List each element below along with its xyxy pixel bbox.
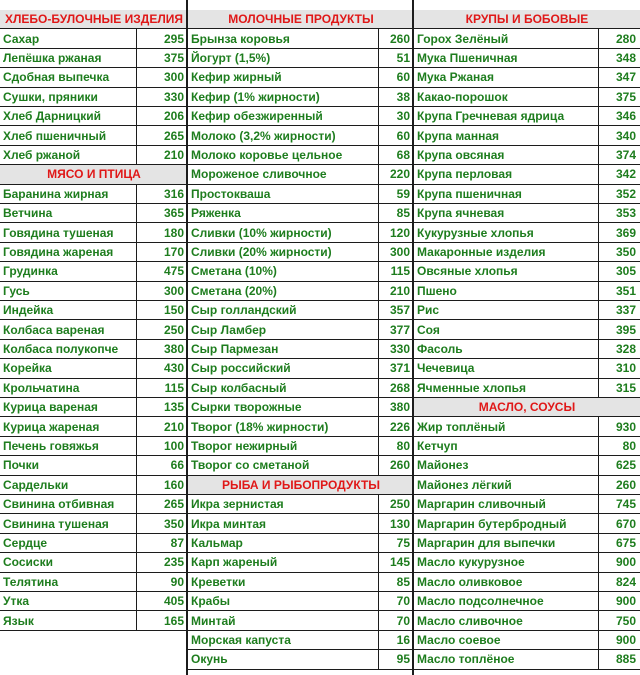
table-row <box>414 417 640 436</box>
food-name: Брынза коровья <box>191 31 290 46</box>
food-name: Масло кукурузное <box>417 555 525 570</box>
food-name: Икра минтая <box>191 516 267 531</box>
table-row <box>414 185 640 204</box>
calorie-value: 670 <box>598 514 640 532</box>
food-name: Сыр Пармезан <box>191 341 279 356</box>
table-row <box>188 398 414 417</box>
table-row <box>0 107 188 126</box>
food-name: Горох Зелёный <box>417 31 509 46</box>
calorie-value: 16 <box>378 631 414 649</box>
calorie-value: 430 <box>136 359 188 377</box>
calorie-value: 265 <box>136 126 188 144</box>
table-row <box>0 29 188 48</box>
food-name: Масло топлёное <box>417 652 515 667</box>
table-row <box>414 107 640 126</box>
table-row <box>0 243 188 262</box>
table-row <box>414 49 640 68</box>
table-row <box>414 88 640 107</box>
food-name: Икра зернистая <box>191 497 284 512</box>
table-row <box>188 146 414 165</box>
food-name: Говядина тушеная <box>3 225 114 240</box>
calorie-value: 380 <box>378 398 414 416</box>
section-title: МЯСО И ПТИЦА <box>47 167 141 182</box>
table-row <box>0 282 188 301</box>
section-header <box>414 10 640 29</box>
food-name: Майонез <box>417 458 469 473</box>
food-name: Маргарин для выпечки <box>417 535 556 550</box>
food-name: Творог нежирный <box>191 438 298 453</box>
calorie-value: 250 <box>378 495 414 513</box>
calorie-value: 346 <box>598 107 640 125</box>
calorie-value: 750 <box>598 611 640 629</box>
food-name: Грудинка <box>3 264 58 279</box>
calorie-value: 348 <box>598 49 640 67</box>
food-name: Йогурт (1,5%) <box>191 50 271 65</box>
calorie-value: 68 <box>378 146 414 164</box>
table-row <box>0 204 188 223</box>
section-header <box>414 398 640 417</box>
calorie-value: 300 <box>136 68 188 86</box>
calorie-value: 85 <box>378 573 414 591</box>
calorie-value: 75 <box>378 534 414 552</box>
calorie-value: 66 <box>136 456 188 474</box>
table-row <box>188 126 414 145</box>
food-name: Майонез лёгкий <box>417 477 512 492</box>
table-row <box>414 320 640 339</box>
table-row <box>188 88 414 107</box>
calorie-value: 70 <box>378 611 414 629</box>
food-name: Молоко (3,2% жирности) <box>191 128 336 143</box>
calorie-value: 675 <box>598 534 640 552</box>
calorie-value: 357 <box>378 301 414 319</box>
calorie-value: 90 <box>136 573 188 591</box>
calorie-value: 280 <box>598 29 640 47</box>
food-name: Крольчатина <box>3 380 80 395</box>
food-name: Минтай <box>191 613 236 628</box>
food-name: Индейка <box>3 303 54 318</box>
table-row <box>0 398 188 417</box>
food-name: Сырки творожные <box>191 400 302 415</box>
food-name: Мука Ржаная <box>417 70 494 85</box>
table-row <box>0 611 188 630</box>
calorie-value: 130 <box>378 514 414 532</box>
food-name: Творог со сметаной <box>191 458 310 473</box>
table-row <box>414 476 640 495</box>
table-row <box>188 611 414 630</box>
table-row <box>188 417 414 436</box>
food-name: Сдобная выпечка <box>3 70 110 85</box>
calorie-value: 353 <box>598 204 640 222</box>
calorie-value: 371 <box>378 359 414 377</box>
food-name: Овсяные хлопья <box>417 264 518 279</box>
calorie-value: 374 <box>598 146 640 164</box>
table-row <box>0 340 188 359</box>
column-divider <box>186 0 188 675</box>
food-name: Почки <box>3 458 40 473</box>
table-row <box>188 282 414 301</box>
food-name: Курица вареная <box>3 400 98 415</box>
food-name: Крабы <box>191 594 230 609</box>
calorie-value: 30 <box>378 107 414 125</box>
calorie-value: 305 <box>598 262 640 280</box>
calorie-value: 260 <box>378 29 414 47</box>
section-header <box>0 165 188 184</box>
food-name: Курица жареная <box>3 419 100 434</box>
section-title: РЫБА И РЫБОПРОДУКТЫ <box>221 477 381 492</box>
calorie-value: 328 <box>598 340 640 358</box>
calorie-value: 365 <box>136 204 188 222</box>
food-name: Кефир (1% жирности) <box>191 89 320 104</box>
food-name: Крупа манная <box>417 128 499 143</box>
calorie-value: 210 <box>378 282 414 300</box>
food-name: Масло соевое <box>417 632 501 647</box>
food-name: Чечевица <box>417 361 475 376</box>
column-2 <box>188 0 414 675</box>
calorie-value: 824 <box>598 573 640 591</box>
table-row <box>0 437 188 456</box>
table-row <box>414 340 640 359</box>
table-row <box>188 301 414 320</box>
calorie-value: 80 <box>378 437 414 455</box>
calorie-value: 70 <box>378 592 414 610</box>
section-header <box>0 10 188 29</box>
table-row <box>0 456 188 475</box>
calorie-value: 300 <box>378 243 414 261</box>
table-row <box>0 476 188 495</box>
calorie-value: 295 <box>136 29 188 47</box>
table-row <box>414 573 640 592</box>
food-name: Масло подсолнечное <box>417 594 544 609</box>
table-row <box>414 437 640 456</box>
calorie-value: 375 <box>136 49 188 67</box>
calorie-value: 120 <box>378 223 414 241</box>
food-name: Творог (18% жирности) <box>191 419 329 434</box>
calorie-value: 377 <box>378 320 414 338</box>
calorie-value: 95 <box>378 650 414 668</box>
calorie-value: 380 <box>136 340 188 358</box>
food-name: Простокваша <box>191 186 271 201</box>
food-name: Масло оливковое <box>417 574 523 589</box>
food-name: Кальмар <box>191 535 243 550</box>
food-name: Ряженка <box>191 206 241 221</box>
calorie-value: 145 <box>378 553 414 571</box>
food-name: Крупа ячневая <box>417 206 505 221</box>
calorie-value: 100 <box>136 437 188 455</box>
table-row <box>0 592 188 611</box>
table-row <box>188 359 414 378</box>
calorie-value: 170 <box>136 243 188 261</box>
food-name: Сыр голландский <box>191 303 297 318</box>
table-row <box>414 534 640 553</box>
table-row <box>0 185 188 204</box>
table-row <box>414 29 640 48</box>
food-name: Сметана (20%) <box>191 283 277 298</box>
table-row <box>188 29 414 48</box>
calorie-value: 135 <box>136 398 188 416</box>
table-row <box>188 243 414 262</box>
food-name: Какао-порошок <box>417 89 508 104</box>
table-row <box>0 68 188 87</box>
table-row <box>0 359 188 378</box>
food-name: Сыр колбасный <box>191 380 287 395</box>
food-name: Креветки <box>191 574 246 589</box>
calorie-value: 330 <box>136 88 188 106</box>
food-name: Лепёшка ржаная <box>3 50 102 65</box>
table-row <box>414 456 640 475</box>
calorie-value: 930 <box>598 417 640 435</box>
calorie-value: 352 <box>598 185 640 203</box>
food-name: Утка <box>3 594 30 609</box>
table-row <box>414 553 640 572</box>
food-name: Свинина отбивная <box>3 497 115 512</box>
calorie-value: 350 <box>136 514 188 532</box>
food-name: Кефир обезжиренный <box>191 109 323 124</box>
table-row <box>0 49 188 68</box>
food-name: Гусь <box>3 283 30 298</box>
table-row <box>414 282 640 301</box>
food-name: Сыр Ламбер <box>191 322 267 337</box>
table-row <box>188 573 414 592</box>
calorie-value: 260 <box>598 476 640 494</box>
food-name: Фасоль <box>417 341 463 356</box>
table-row <box>188 185 414 204</box>
section-title: КРУПЫ И БОБОВЫЕ <box>465 12 589 27</box>
table-row <box>188 107 414 126</box>
table-row <box>414 223 640 242</box>
table-row <box>0 223 188 242</box>
food-name: Печень говяжья <box>3 438 99 453</box>
table-row <box>188 165 414 184</box>
calorie-value: 900 <box>598 631 640 649</box>
food-name: Сметана (10%) <box>191 264 277 279</box>
calorie-value: 350 <box>598 243 640 261</box>
table-row <box>0 126 188 145</box>
food-name: Колбаса вареная <box>3 322 105 337</box>
food-name: Масло сливочное <box>417 613 523 628</box>
food-name: Хлеб пшеничный <box>3 128 107 143</box>
table-row <box>188 631 414 650</box>
calorie-value: 220 <box>378 165 414 183</box>
table-row <box>414 146 640 165</box>
food-name: Ветчина <box>3 206 53 221</box>
calorie-value: 260 <box>378 456 414 474</box>
food-name: Сушки, пряники <box>3 89 98 104</box>
table-row <box>414 301 640 320</box>
table-row <box>188 437 414 456</box>
food-name: Крупа Гречневая ядрица <box>417 109 565 124</box>
food-name: Баранина жирная <box>3 186 109 201</box>
calorie-value: 375 <box>598 88 640 106</box>
food-name: Говядина жареная <box>3 244 114 259</box>
calorie-value: 900 <box>598 592 640 610</box>
table-row <box>414 68 640 87</box>
calorie-value: 226 <box>378 417 414 435</box>
table-row <box>414 514 640 533</box>
calorie-value: 180 <box>136 223 188 241</box>
food-name: Корейка <box>3 361 52 376</box>
calorie-value: 165 <box>136 611 188 629</box>
table-row <box>188 534 414 553</box>
table-row <box>188 514 414 533</box>
table-row <box>188 320 414 339</box>
table-row <box>414 359 640 378</box>
food-name: Макаронные изделия <box>417 244 546 259</box>
table-row <box>188 456 414 475</box>
calorie-value: 405 <box>136 592 188 610</box>
table-row <box>0 262 188 281</box>
food-name: Маргарин бутербродный <box>417 516 567 531</box>
calorie-value: 115 <box>136 379 188 397</box>
calorie-value: 80 <box>598 437 640 455</box>
food-name: Окунь <box>191 652 228 667</box>
table-row <box>0 553 188 572</box>
table-row <box>188 223 414 242</box>
food-name: Ячменные хлопья <box>417 380 526 395</box>
food-name: Крупа овсяная <box>417 147 505 162</box>
table-row <box>188 650 414 669</box>
calorie-value: 38 <box>378 88 414 106</box>
table-row <box>188 340 414 359</box>
table-row <box>414 262 640 281</box>
table-row <box>414 165 640 184</box>
table-row <box>414 495 640 514</box>
food-name: Мука Пшеничная <box>417 50 518 65</box>
table-row <box>0 88 188 107</box>
table-row <box>414 650 640 669</box>
food-name: Свинина тушеная <box>3 516 109 531</box>
calorie-value: 347 <box>598 68 640 86</box>
calorie-value: 316 <box>136 185 188 203</box>
calorie-value: 340 <box>598 126 640 144</box>
table-row <box>0 514 188 533</box>
table-row <box>0 534 188 553</box>
table-row <box>414 204 640 223</box>
calorie-value: 300 <box>136 282 188 300</box>
calorie-value: 745 <box>598 495 640 513</box>
calorie-value: 115 <box>378 262 414 280</box>
section-title: МОЛОЧНЫЕ ПРОДУКТЫ <box>228 12 374 27</box>
food-name: Хлеб Дарницкий <box>3 109 102 124</box>
table-row <box>188 204 414 223</box>
calorie-value: 60 <box>378 68 414 86</box>
calorie-value: 885 <box>598 650 640 668</box>
table-row <box>188 379 414 398</box>
calorie-value: 210 <box>136 417 188 435</box>
table-row <box>188 495 414 514</box>
food-name: Сливки (10% жирности) <box>191 225 332 240</box>
food-name: Язык <box>3 613 34 628</box>
table-row <box>0 417 188 436</box>
food-name: Карп жареный <box>191 555 278 570</box>
calorie-value: 351 <box>598 282 640 300</box>
table-row <box>188 592 414 611</box>
calorie-value: 330 <box>378 340 414 358</box>
food-name: Кетчуп <box>417 438 458 453</box>
column-3 <box>414 0 640 675</box>
food-name: Соя <box>417 322 440 337</box>
calorie-value: 310 <box>598 359 640 377</box>
calorie-value: 337 <box>598 301 640 319</box>
calorie-value: 60 <box>378 126 414 144</box>
table-row <box>0 301 188 320</box>
calorie-value: 210 <box>136 146 188 164</box>
section-header <box>188 10 414 29</box>
food-name: Рис <box>417 303 440 318</box>
food-name: Маргарин сливочный <box>417 497 546 512</box>
calorie-value: 150 <box>136 301 188 319</box>
table-row <box>414 592 640 611</box>
calorie-value: 265 <box>136 495 188 513</box>
calorie-value: 342 <box>598 165 640 183</box>
food-name: Крупа пшеничная <box>417 186 522 201</box>
table-row <box>0 379 188 398</box>
calorie-value: 206 <box>136 107 188 125</box>
table-row <box>188 49 414 68</box>
food-name: Телятина <box>3 574 59 589</box>
table-row <box>188 262 414 281</box>
table-row <box>0 146 188 165</box>
calorie-value: 87 <box>136 534 188 552</box>
food-name: Жир топлёный <box>417 419 506 434</box>
calorie-value: 85 <box>378 204 414 222</box>
calorie-value: 160 <box>136 476 188 494</box>
table-row <box>188 553 414 572</box>
calorie-value: 235 <box>136 553 188 571</box>
food-name: Мороженое сливочное <box>191 167 327 182</box>
calorie-value: 250 <box>136 320 188 338</box>
column-1 <box>0 0 188 675</box>
section-header <box>188 476 414 495</box>
calorie-value: 59 <box>378 185 414 203</box>
table-row <box>414 243 640 262</box>
calorie-value: 268 <box>378 379 414 397</box>
calorie-value: 475 <box>136 262 188 280</box>
calorie-value: 315 <box>598 379 640 397</box>
food-name: Сахар <box>3 31 40 46</box>
food-name: Молоко коровье цельное <box>191 147 343 162</box>
table-row <box>0 320 188 339</box>
food-name: Хлеб ржаной <box>3 147 81 162</box>
food-name: Сосиски <box>3 555 53 570</box>
food-name: Сердце <box>3 535 48 550</box>
food-name: Сардельки <box>3 477 69 492</box>
food-name: Крупа перловая <box>417 167 513 182</box>
table-row <box>188 68 414 87</box>
table-row <box>414 126 640 145</box>
calorie-value: 369 <box>598 223 640 241</box>
food-name: Пшено <box>417 283 457 298</box>
calorie-value: 395 <box>598 320 640 338</box>
calorie-value: 51 <box>378 49 414 67</box>
table-row <box>0 495 188 514</box>
section-title: ХЛЕБО-БУЛОЧНЫЕ ИЗДЕЛИЯ <box>4 12 184 27</box>
calorie-value: 900 <box>598 553 640 571</box>
table-row <box>414 379 640 398</box>
column-divider <box>412 0 414 675</box>
section-title: МАСЛО, СОУСЫ <box>478 400 576 415</box>
food-name: Кукурузные хлопья <box>417 225 534 240</box>
calorie-value: 625 <box>598 456 640 474</box>
food-name: Сыр российский <box>191 361 291 376</box>
food-name: Кефир жирный <box>191 70 282 85</box>
food-name: Колбаса полукопче <box>3 341 119 356</box>
table-row <box>414 631 640 650</box>
food-name: Сливки (20% жирности) <box>191 244 332 259</box>
table-row <box>0 573 188 592</box>
food-name: Морская капуста <box>191 632 291 647</box>
table-row <box>414 611 640 630</box>
